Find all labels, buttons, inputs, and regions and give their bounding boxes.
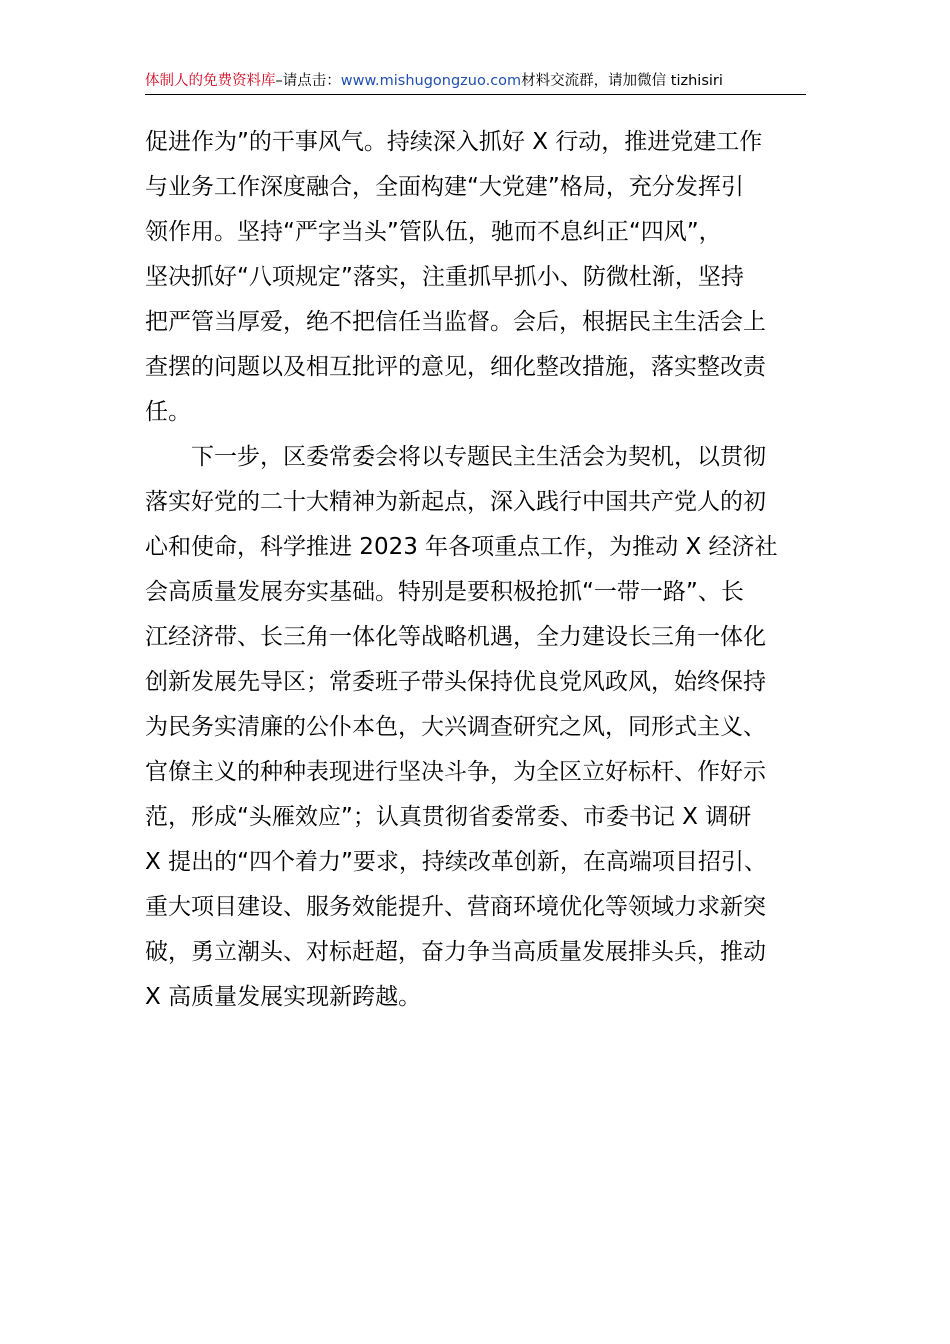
paragraph-line: 会高质量发展夯实基础。特别是要积极抢抓“一带一路”、长 — [145, 579, 744, 605]
paragraph-line: 领作用。坚持“严字当头”管队伍，驰而不息纠正“四风”， — [145, 219, 722, 245]
paragraph-line: X 高质量发展实现新跨越。 — [145, 984, 422, 1010]
paragraph-line: 重大项目建设、服务效能提升、营商环境优化等领域力求新突 — [145, 894, 766, 920]
paragraph-line: 任。 — [145, 399, 191, 425]
paragraph-line: 为民务实清廉的公仆本色，大兴调查研究之风，同形式主义、 — [145, 714, 766, 740]
header-prompt: –请点击： — [275, 73, 341, 89]
header-brand: 体制人的免费资料库 — [145, 73, 276, 89]
paragraph-line: 创新发展先导区；常委班子带头保持优良党风政风，始终保持 — [145, 669, 766, 695]
paragraph-1 — [145, 120, 806, 435]
paragraph-line: 促进作为”的干事风气。持续深入抓好 X 行动，推进党建工作 — [145, 129, 763, 155]
paragraph-line: 与业务工作深度融合，全面构建“大党建”格局，充分发挥引 — [145, 174, 744, 200]
page-header — [145, 68, 806, 95]
paragraph-line: 把严管当厚爱，绝不把信任当监督。会后，根据民主生活会上 — [145, 309, 766, 335]
paragraph-2 — [145, 435, 806, 1020]
paragraph-line: 心和使命，科学推进 2023 年各项重点工作，为推动 X 经济社 — [145, 534, 778, 560]
document-body — [145, 120, 806, 1020]
paragraph-line: 破，勇立潮头、对标赶超，奋力争当高质量发展排头兵，推动 — [145, 939, 766, 965]
paragraph-line: 官僚主义的种种表现进行坚决斗争，为全区立好标杆、作好示 — [145, 759, 766, 785]
header-contact: 材料交流群，请加微信 tizhisiri — [521, 73, 723, 89]
header-link[interactable]: www.mishugongzuo.com — [340, 73, 522, 89]
paragraph-line: 查摆的问题以及相互批评的意见，细化整改措施，落实整改责 — [145, 354, 766, 380]
paragraph-line: 落实好党的二十大精神为新起点，深入践行中国共产党人的初 — [145, 489, 766, 515]
paragraph-line: 坚决抓好“八项规定”落实，注重抓早抓小、防微杜渐，坚持 — [145, 264, 744, 290]
paragraph-line: 范，形成“头雁效应”；认真贯彻省委常委、市委书记 X 调研 — [145, 804, 752, 830]
paragraph-line: 江经济带、长三角一体化等战略机遇，全力建设长三角一体化 — [145, 624, 766, 650]
paragraph-line: 下一步，区委常委会将以专题民主生活会为契机，以贯彻 — [191, 444, 766, 470]
paragraph-line: X 提出的“四个着力”要求，持续改革创新，在高端项目招引、 — [145, 849, 767, 875]
